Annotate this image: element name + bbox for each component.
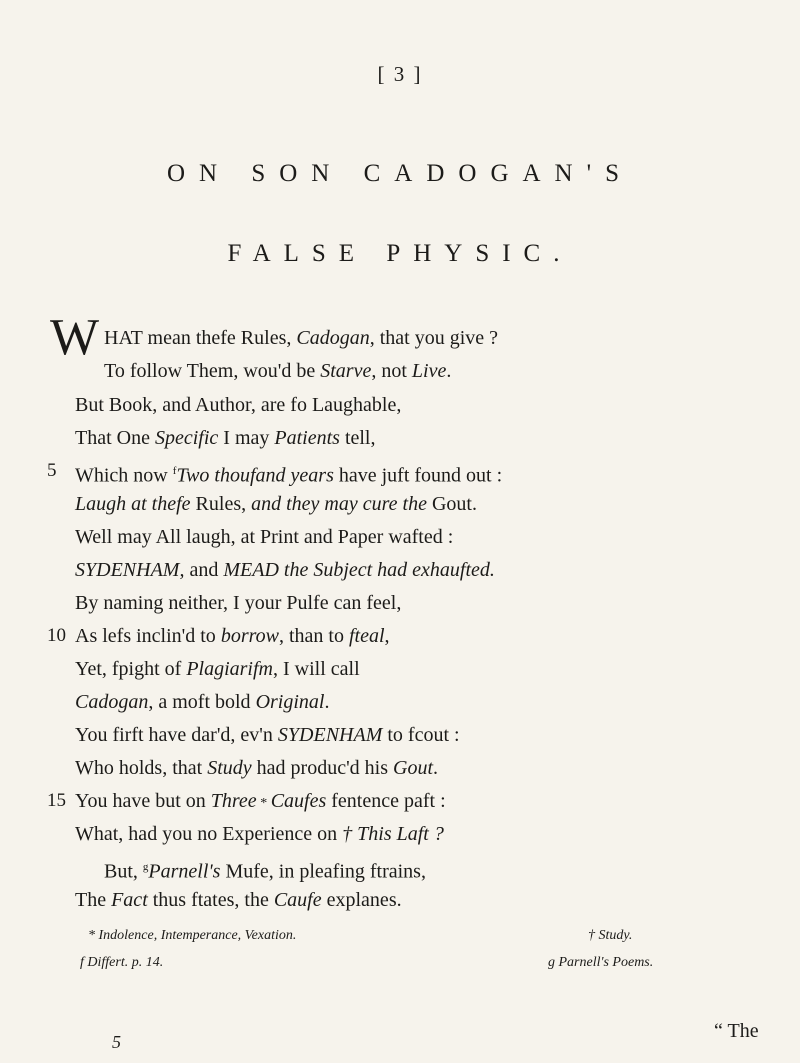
poem-line-11: Yet, fpight of Plagiarifm, I will call <box>75 658 360 680</box>
footnote-dagger: † Study. <box>588 928 633 943</box>
poem-line-5: Which now $^f$Two thoufand years have juft found out : <box>75 464 503 487</box>
poem-line-15: You have but on Three * Caufes fentence paft : <box>75 790 446 812</box>
footnote-f: f Differt. p. 14. <box>80 955 164 970</box>
signature-mark: 5 <box>112 1032 121 1052</box>
poem-line-6: Laugh at thefe Rules, and they may cure the Gout. <box>75 493 477 515</box>
poem-line-14: Who holds, that Study had produc'd his Gout. <box>75 757 439 779</box>
footnote-g: g Parnell's Poems. <box>548 955 654 970</box>
title-line-1: ON SON CADOGAN'S <box>166 160 634 187</box>
poem-line-2: To follow Them, wou'd be Starve, not Live. <box>104 360 452 382</box>
poem-line-12: Cadogan, a moft bold Original. <box>75 691 330 713</box>
poem-line-7: Well may All laugh, at Print and Paper wafted : <box>75 526 454 548</box>
poem-line-18: The Fact thus ftates, the Caufe explanes. <box>75 889 402 911</box>
poem-line-3: But Book, and Author, are fo Laughable, <box>75 394 402 416</box>
poem-line-4: That One Specific I may Patients tell, <box>75 427 376 449</box>
poem-line-1: HAT mean thefe Rules, Cadogan, that you give ? <box>104 327 499 349</box>
poem-line-9: By naming neither, I your Pulfe can feel, <box>75 592 402 614</box>
poem-line-13: You firft have dar'd, ev'n SYDENHAM to fcout : <box>75 724 460 746</box>
poem-line-10: As lefs inclin'd to borrow, than to fteal, <box>75 625 390 647</box>
line-number-5: 5 <box>47 460 57 481</box>
line-number-15: 15 <box>47 790 66 811</box>
line-number-10: 10 <box>47 625 66 646</box>
poem-line-8: SYDENHAM, and MEAD the Subject had exhaufted. <box>75 559 495 581</box>
title-line-2: FALSE PHYSIC. <box>227 240 573 267</box>
page-number: [ 3 ] <box>377 62 423 86</box>
poem-line-16: What, had you no Experience on † This Laft ? <box>75 823 444 845</box>
poem-line-17: But, $^g$Parnell's Mufe, in pleafing ftrains, <box>104 860 426 883</box>
catchword: “ The <box>714 1020 759 1042</box>
footnote-star: * Indolence, Intemperance, Vexation. <box>88 928 297 943</box>
drop-cap: W <box>50 309 100 366</box>
